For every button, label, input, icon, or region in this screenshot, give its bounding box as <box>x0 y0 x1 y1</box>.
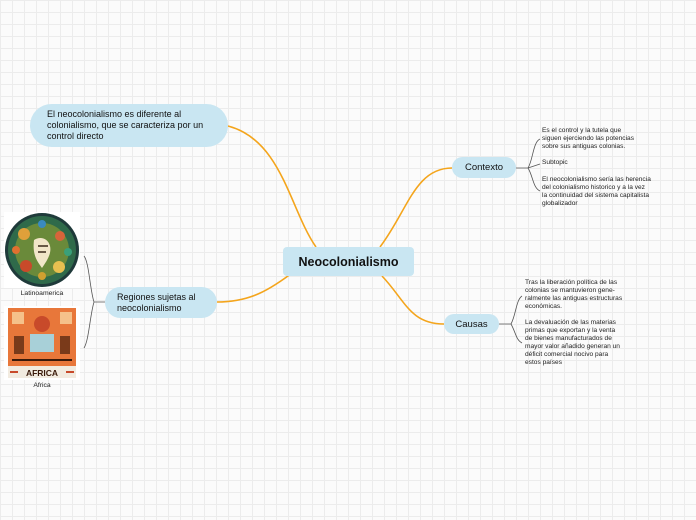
contexto-leaf-2[interactable]: Subtopic <box>542 159 568 166</box>
latin-america-illustration-icon[interactable] <box>4 212 80 288</box>
africa-illustration-graphic <box>4 306 80 380</box>
connector-regions <box>84 256 105 348</box>
causas-node[interactable] <box>444 314 499 334</box>
note-node[interactable] <box>30 104 228 147</box>
africa-banner-text: AFRICA <box>25 368 59 378</box>
branch-causas <box>382 276 444 324</box>
causas-label: Causas <box>455 318 488 330</box>
causas-leaf-2[interactable]: La devaluación de las materias primas que exportan y la venta de bienes manufacturados de mayor valor añadido generan un déficit comercial nocivo para estos países <box>525 319 620 367</box>
branch-note <box>228 126 316 247</box>
contexto-label: Contexto <box>464 162 504 173</box>
connector-causas <box>499 296 522 343</box>
contexto-leaf-1[interactable]: Es el control y la tutela que siguen ejerciendo las potencias sobre sus antiguas colonias. <box>542 127 635 151</box>
contexto-leaf-3[interactable]: El neocolonialismo sería las herencia del colonialismo historico y a la vez la continuidad del sistema capitalista globalizador <box>542 176 651 208</box>
regions-label: Regiones sujetas al neocolonialismo <box>117 291 196 313</box>
note-text: El neocolonialismo es diferente al colonialismo, que se caracteriza por un control directo <box>47 109 204 141</box>
central-topic-label: Neocolonialismo <box>298 254 399 269</box>
branch-contexto <box>380 168 452 247</box>
latin-america-caption: Latinoamerica <box>20 290 64 297</box>
contexto-node[interactable] <box>452 157 516 178</box>
central-topic[interactable] <box>283 247 414 276</box>
africa-illustration-icon[interactable] <box>4 306 80 380</box>
africa-caption: Africa <box>33 382 51 389</box>
connector-contexto <box>516 139 540 191</box>
regions-node[interactable] <box>105 287 217 318</box>
latin-america-illustration-graphic <box>4 212 80 288</box>
causas-leaf-1[interactable]: Tras la liberación política de las colonias se mantuvieron gene- ralmente las antiguas estructuras económicas. <box>525 279 623 311</box>
